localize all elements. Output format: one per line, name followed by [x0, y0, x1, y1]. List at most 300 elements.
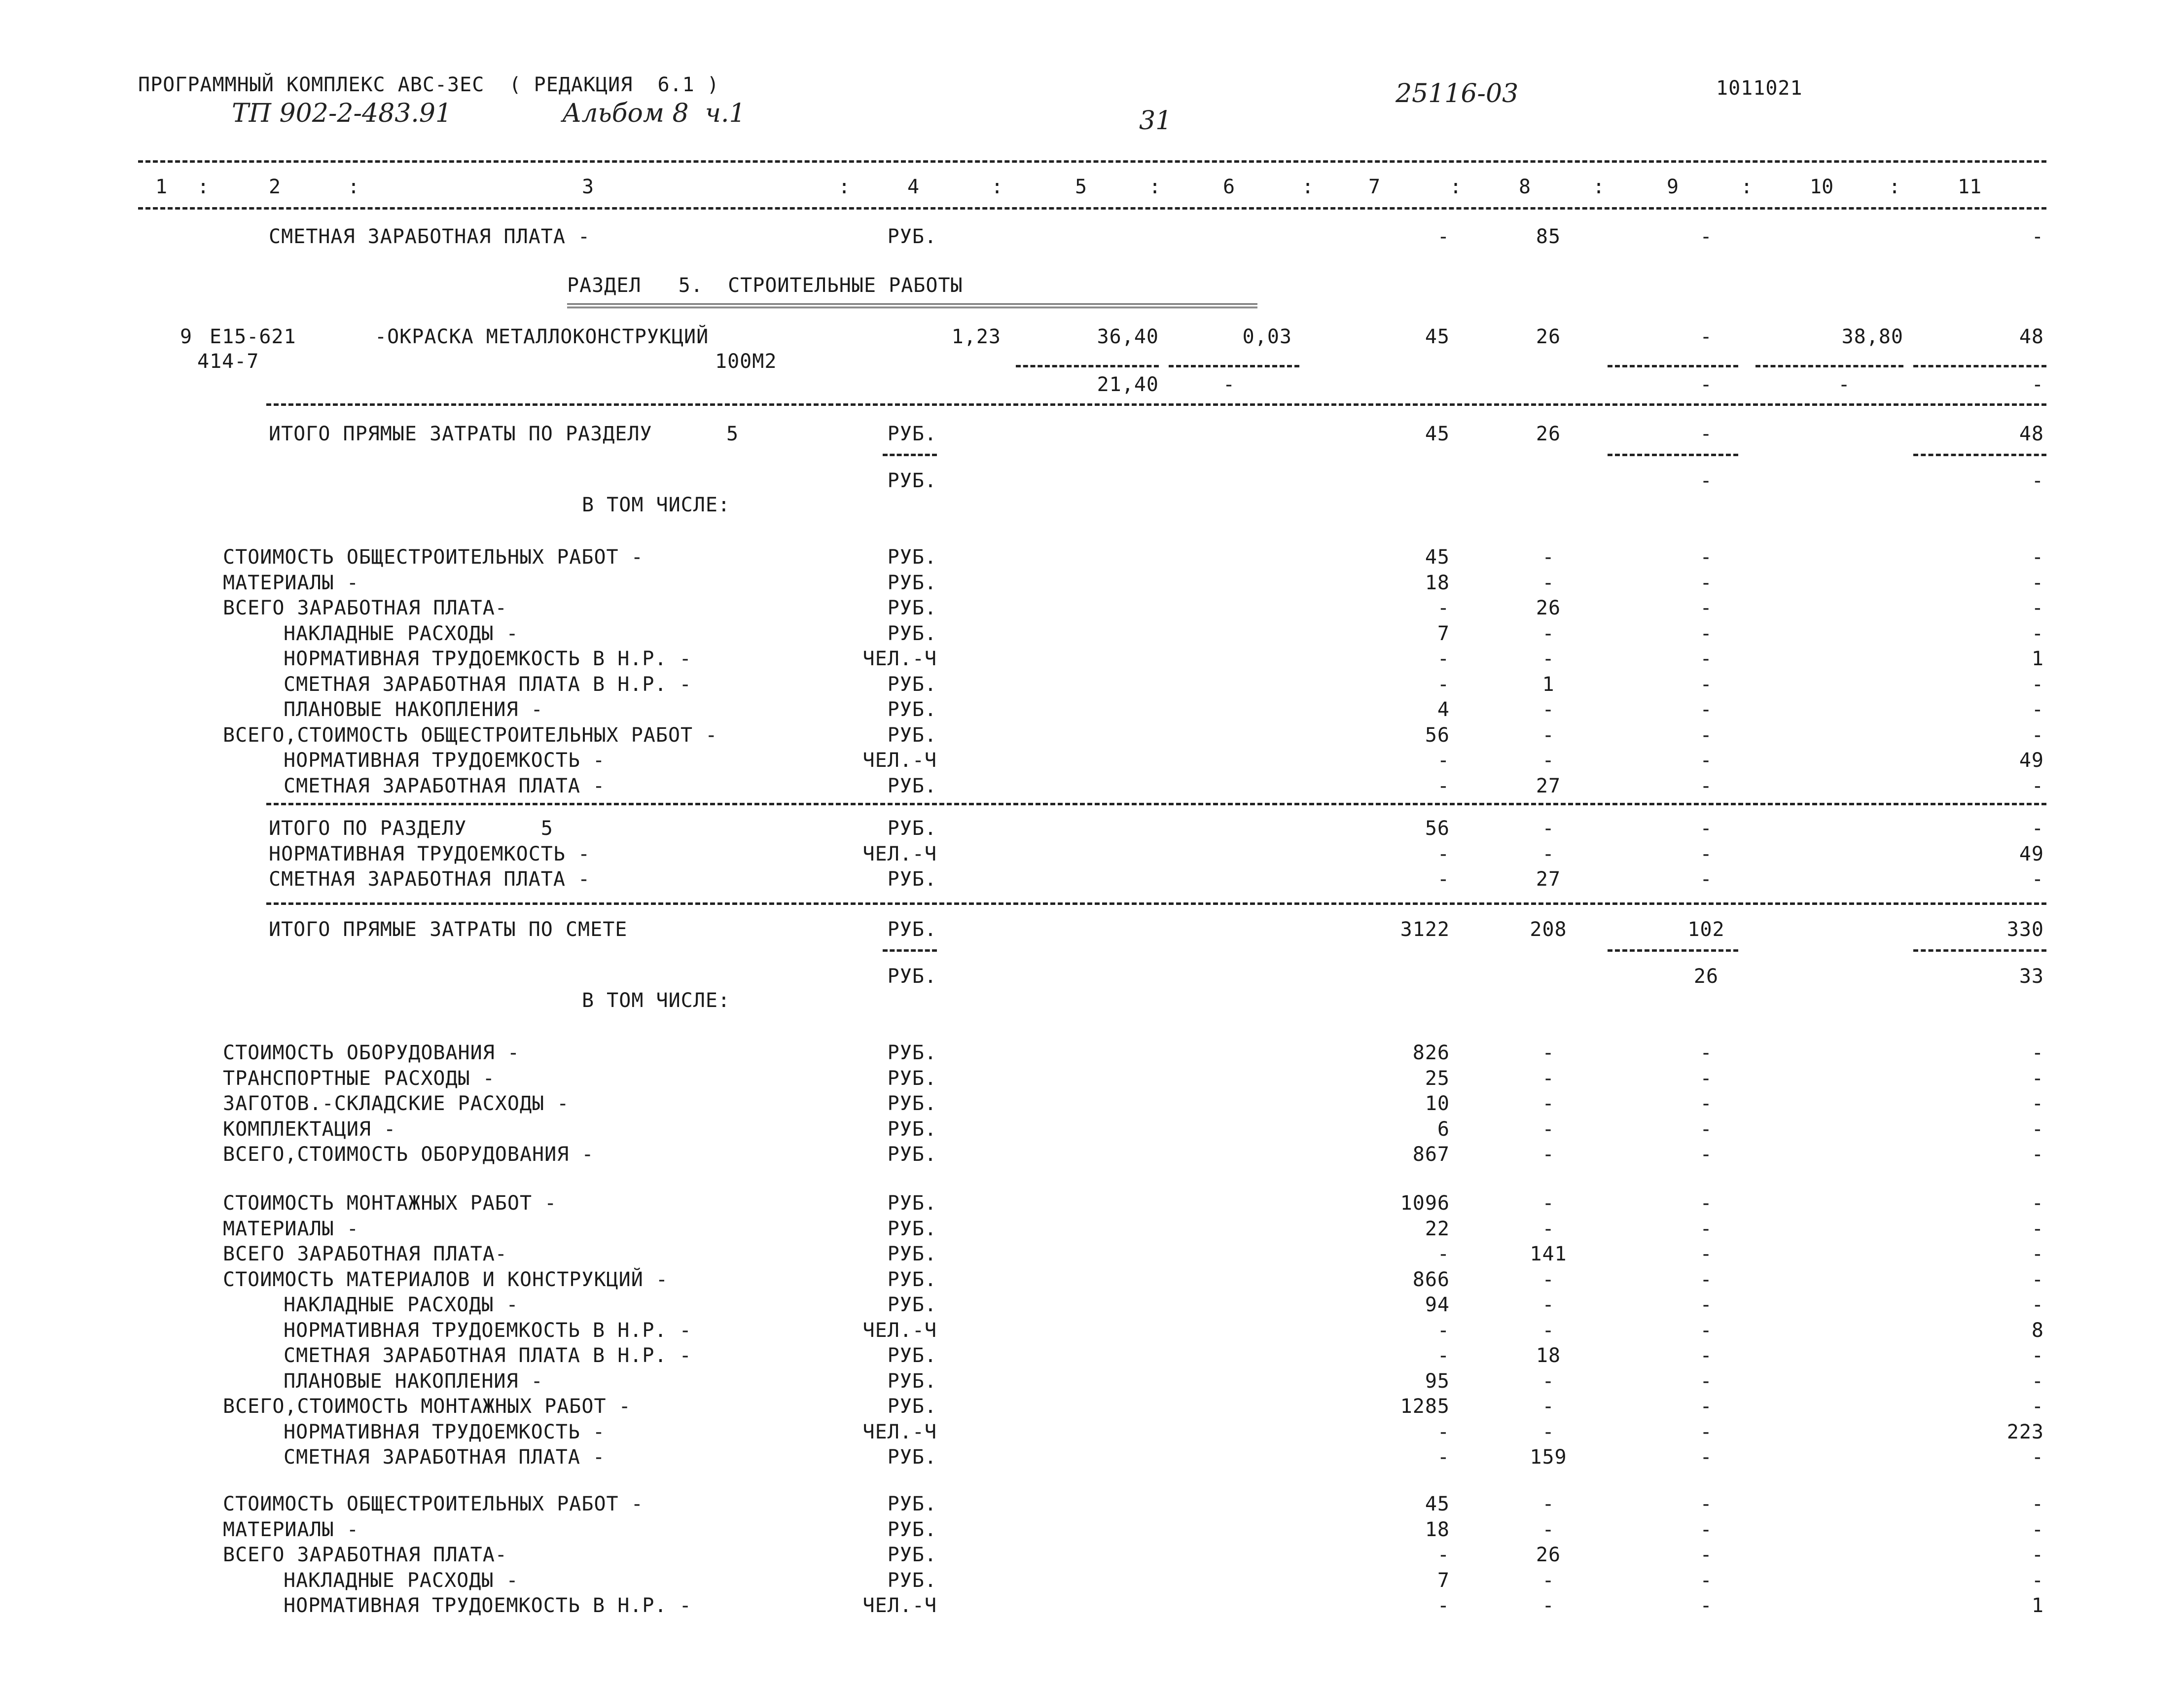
- table-row: [0, 1343, 2184, 1368]
- section-total-col7: 45: [1425, 423, 1450, 445]
- row-col9: -: [1700, 698, 1713, 721]
- divider: [1169, 365, 1299, 367]
- row-col8: 18: [1536, 1344, 1561, 1367]
- row-col7: 56: [1425, 723, 1450, 747]
- row-name: СТОИМОСТЬ ОБЩЕСТРОИТЕЛЬНЫХ РАБОТ -: [223, 1493, 644, 1515]
- table-row: [0, 1091, 2184, 1116]
- row-col9: -: [1700, 842, 1713, 865]
- row-name: ТРАНСПОРТНЫЕ РАСХОДЫ -: [223, 1067, 495, 1090]
- item-col10: 38,80: [1841, 325, 1903, 348]
- row-unit: РУБ.: [887, 225, 937, 248]
- table-row: [0, 571, 2184, 595]
- row-col11: -: [2031, 1042, 2044, 1064]
- table-row: [0, 647, 2184, 671]
- column-numbers: [0, 175, 2184, 200]
- row-col9: -: [1700, 868, 1713, 891]
- row-col8: -: [1542, 1143, 1555, 1166]
- row-col7: -: [1437, 1594, 1450, 1617]
- row-col8: -: [1542, 1594, 1555, 1617]
- row-col8: -: [1542, 1042, 1555, 1064]
- row-col7: 867: [1412, 1143, 1450, 1166]
- row-unit: РУБ.: [887, 1268, 937, 1291]
- row-name: НОРМАТИВНАЯ ТРУДОЕМКОСТЬ -: [284, 749, 606, 772]
- row-col8: 141: [1530, 1243, 1567, 1265]
- row-col11: -: [2031, 1143, 2044, 1166]
- row-col11: 49: [2019, 842, 2044, 865]
- row-col11: -: [2031, 546, 2044, 569]
- column-separator: :: [991, 176, 1003, 198]
- row-col9: -: [1700, 1446, 1713, 1469]
- row-name: ВСЕГО ЗАРАБОТНАЯ ПЛАТА-: [223, 597, 507, 619]
- divider: [138, 160, 2046, 163]
- row-col7: -: [1437, 1344, 1450, 1367]
- row-col11: -: [2031, 1395, 2044, 1418]
- item-col9: -: [1700, 325, 1713, 348]
- row-col8: -: [1542, 1192, 1555, 1215]
- row-unit: РУБ.: [887, 1569, 937, 1592]
- section-total-row: [0, 422, 2184, 446]
- row-col8: -: [1542, 1369, 1555, 1393]
- table-row: [0, 1318, 2184, 1343]
- row-col11: -: [2031, 1192, 2044, 1215]
- row-col8: -: [1542, 1395, 1555, 1418]
- estimate-total-col11: 330: [2006, 918, 2044, 941]
- including-label: В ТОМ ЧИСЛЕ:: [582, 989, 730, 1012]
- row-col7: -: [1437, 749, 1450, 772]
- item-price: 36,40: [1097, 325, 1159, 348]
- divider: [883, 454, 937, 456]
- row-col8: -: [1542, 1493, 1555, 1515]
- row-col7: 6: [1437, 1117, 1450, 1141]
- row-col9: -: [1700, 1217, 1713, 1240]
- row-col9: -: [1700, 225, 1713, 248]
- table-row: [0, 1420, 2184, 1444]
- section-total-col11: 48: [2019, 423, 2044, 445]
- row-col8: -: [1542, 1067, 1555, 1090]
- row-col9: -: [1700, 1042, 1713, 1064]
- item-qty: 1,23: [951, 325, 1001, 348]
- table-row: [0, 774, 2184, 798]
- row-unit: РУБ.: [887, 1042, 937, 1064]
- row-col11: -: [2031, 1092, 2044, 1115]
- row-name: СМЕТНАЯ ЗАРАБОТНАЯ ПЛАТА -: [269, 868, 591, 891]
- table-row: [0, 1242, 2184, 1266]
- item-number: 9: [180, 325, 193, 348]
- column-number: 5: [1075, 176, 1087, 198]
- row-col7: 1285: [1400, 1395, 1450, 1418]
- row-name: НОРМАТИВНАЯ ТРУДОЕМКОСТЬ В Н.Р. -: [284, 1319, 692, 1342]
- row-name: СМЕТНАЯ ЗАРАБОТНАЯ ПЛАТА -: [284, 1446, 606, 1469]
- column-separator: :: [1741, 176, 1753, 198]
- table-row: [0, 867, 2184, 892]
- row-unit: РУБ.: [887, 571, 937, 594]
- row-col8: 26: [1536, 597, 1561, 619]
- table-row: [0, 1267, 2184, 1292]
- column-separator: :: [348, 176, 360, 198]
- row-unit: РУБ.: [887, 1243, 937, 1265]
- section-total-col9: -: [1700, 423, 1713, 445]
- item-code: Е15-621: [210, 325, 296, 348]
- divider: [138, 207, 2046, 210]
- row-col9: -: [1700, 1544, 1713, 1566]
- row-name: НАКЛАДНЫЕ РАСХОДЫ -: [284, 1569, 519, 1592]
- column-separator: :: [1889, 176, 1901, 198]
- estimate-total-col9-sub: 26: [1693, 965, 1719, 988]
- row-unit: РУБ.: [887, 1544, 937, 1566]
- row-name: СМЕТНАЯ ЗАРАБОТНАЯ ПЛАТА -: [269, 225, 591, 248]
- row-col7: 1096: [1400, 1192, 1450, 1215]
- row-col11: -: [2031, 622, 2044, 645]
- row-name: МАТЕРИАЛЫ -: [223, 1217, 359, 1240]
- row-col9: -: [1700, 1594, 1713, 1617]
- row-col7: -: [1437, 647, 1450, 670]
- row-col8: 27: [1536, 774, 1561, 797]
- row-col11: -: [2031, 673, 2044, 696]
- row-col9: -: [1700, 1294, 1713, 1316]
- table-row: [0, 1369, 2184, 1394]
- table-row: [0, 1593, 2184, 1618]
- row-name: СМЕТНАЯ ЗАРАБОТНАЯ ПЛАТА -: [284, 774, 606, 797]
- row-unit: ЧЕЛ.-Ч: [862, 1594, 937, 1617]
- row-col9: -: [1700, 723, 1713, 747]
- row-unit: РУБ.: [887, 597, 937, 619]
- row-col8: -: [1542, 1319, 1555, 1342]
- row-col7: -: [1437, 842, 1450, 865]
- top-row: [0, 224, 2184, 249]
- table-row: [0, 748, 2184, 773]
- divider: [1016, 365, 1159, 367]
- divider: [266, 902, 2046, 905]
- row-unit: РУБ.: [887, 1446, 937, 1469]
- album-label: Альбом 8 ч.1: [562, 99, 746, 128]
- row-col8: -: [1542, 1268, 1555, 1291]
- row-col8: -: [1542, 749, 1555, 772]
- row-col7: -: [1437, 1243, 1450, 1265]
- table-row: [0, 723, 2184, 748]
- table-row: [0, 1217, 2184, 1241]
- row-col7: 22: [1425, 1217, 1450, 1240]
- row-col11: -: [2031, 1217, 2044, 1240]
- doc-code: 25116-03: [1396, 79, 1519, 108]
- row-col8: -: [1542, 1518, 1555, 1541]
- row-unit: РУБ.: [887, 1395, 937, 1418]
- section-total-name: ИТОГО ПРЯМЫЕ ЗАТРАТЫ ПО РАЗДЕЛУ 5: [269, 423, 739, 445]
- row-col7: -: [1437, 774, 1450, 797]
- row-col7: 45: [1425, 546, 1450, 569]
- row-col11: 8: [2031, 1319, 2044, 1342]
- estimate-total-col11-sub: 33: [2019, 965, 2044, 988]
- row-name: НОРМАТИВНАЯ ТРУДОЕМКОСТЬ В Н.Р. -: [284, 1594, 692, 1617]
- row-col9: -: [1700, 1493, 1713, 1515]
- item-code-2: 414-7: [197, 350, 259, 373]
- row-unit: ЧЕЛ.-Ч: [862, 647, 937, 670]
- row-col11: -: [2031, 1294, 2044, 1316]
- divider: [266, 803, 2046, 805]
- row-col9: -: [1700, 1268, 1713, 1291]
- section-total-unit: РУБ.: [887, 423, 937, 445]
- row-unit: РУБ.: [887, 1344, 937, 1367]
- row-col8: -: [1542, 622, 1555, 645]
- section-total-col9-sub: -: [1700, 469, 1713, 492]
- row-unit: РУБ.: [887, 723, 937, 747]
- column-number: 8: [1519, 176, 1531, 198]
- section-total-row-2: [0, 468, 2184, 493]
- column-separator: :: [197, 176, 210, 198]
- estimate-total-row-2: [0, 964, 2184, 989]
- table-row: [0, 1568, 2184, 1593]
- column-number: 11: [1958, 176, 1982, 198]
- row-col8: 1: [1542, 673, 1555, 696]
- row-name: МАТЕРИАЛЫ -: [223, 571, 359, 594]
- column-separator: :: [838, 176, 851, 198]
- row-unit: РУБ.: [887, 868, 937, 891]
- table-row: [0, 1492, 2184, 1516]
- item-price-sub: 21,40: [1097, 373, 1159, 396]
- row-col9: -: [1700, 1243, 1713, 1265]
- row-col11: -: [2031, 1268, 2044, 1291]
- row-col11: 49: [2019, 749, 2044, 772]
- divider: [1608, 365, 1738, 367]
- row-col7: 826: [1412, 1042, 1450, 1064]
- row-col11: -: [2031, 774, 2044, 797]
- row-col8: -: [1542, 698, 1555, 721]
- row-col9: -: [1700, 1395, 1713, 1418]
- item-col10-sub: -: [1838, 373, 1851, 396]
- section-total-col8: 26: [1536, 423, 1561, 445]
- row-col11: -: [2031, 597, 2044, 619]
- column-separator: :: [1593, 176, 1605, 198]
- program-line: ПРОГРАММНЫЙ КОМПЛЕКС АВС-3ЕС ( РЕДАКЦИЯ 6.1 ): [138, 73, 719, 96]
- table-row: [0, 816, 2184, 841]
- section-title: РАЗДЕЛ 5. СТРОИТЕЛЬНЫЕ РАБОТЫ: [567, 274, 963, 297]
- row-col11: -: [2031, 1067, 2044, 1090]
- row-unit: РУБ.: [887, 1092, 937, 1115]
- row-name: ВСЕГО,СТОИМОСТЬ ОБЩЕСТРОИТЕЛЬНЫХ РАБОТ -: [223, 723, 718, 747]
- divider: [1913, 949, 2046, 952]
- row-col7: 866: [1412, 1268, 1450, 1291]
- row-name: ЗАГОТОВ.-СКЛАДСКИЕ РАСХОДЫ -: [223, 1092, 570, 1115]
- row-col9: -: [1700, 1569, 1713, 1592]
- row-col8: -: [1542, 1294, 1555, 1316]
- row-col9: -: [1700, 1420, 1713, 1443]
- row-col9: -: [1700, 673, 1713, 696]
- row-unit: РУБ.: [887, 1493, 937, 1515]
- row-col9: -: [1700, 1117, 1713, 1141]
- row-name: СТОИМОСТЬ ОБОРУДОВАНИЯ -: [223, 1042, 520, 1064]
- table-row: [0, 596, 2184, 620]
- row-col7: 25: [1425, 1067, 1450, 1090]
- divider: [1608, 949, 1738, 952]
- row-col9: -: [1700, 571, 1713, 594]
- row-col8: -: [1542, 1092, 1555, 1115]
- row-col11: -: [2031, 1493, 2044, 1515]
- row-col7: 7: [1437, 622, 1450, 645]
- including-label: В ТОМ ЧИСЛЕ:: [582, 494, 730, 516]
- row-unit: ЧЕЛ.-Ч: [862, 1420, 937, 1443]
- row-col7: 7: [1437, 1569, 1450, 1592]
- column-number: 2: [269, 176, 281, 198]
- row-name: ИТОГО ПО РАЗДЕЛУ 5: [269, 817, 553, 840]
- row-col7: 4: [1437, 698, 1450, 721]
- row-col11: -: [2031, 817, 2044, 840]
- row-col7: 95: [1425, 1369, 1450, 1393]
- row-unit: РУБ.: [887, 673, 937, 696]
- item-col11: 48: [2019, 325, 2044, 348]
- row-name: СМЕТНАЯ ЗАРАБОТНАЯ ПЛАТА В Н.Р. -: [284, 1344, 692, 1367]
- row-col7: -: [1437, 1544, 1450, 1566]
- row-name: НАКЛАДНЫЕ РАСХОДЫ -: [284, 622, 519, 645]
- item-row-2: [0, 349, 2184, 374]
- row-col8: 27: [1536, 868, 1561, 891]
- row-col7: -: [1437, 1446, 1450, 1469]
- row-col9: -: [1700, 1344, 1713, 1367]
- row-col9: -: [1700, 749, 1713, 772]
- table-row: [0, 842, 2184, 866]
- section-total-unit-2: РУБ.: [887, 469, 937, 492]
- divider: [1913, 365, 2046, 367]
- column-number: 9: [1667, 176, 1679, 198]
- column-number: 6: [1223, 176, 1235, 198]
- row-col8: -: [1542, 1217, 1555, 1240]
- column-separator: :: [1149, 176, 1161, 198]
- row-col11: 1: [2031, 1594, 2044, 1617]
- row-name: ПЛАНОВЫЕ НАКОПЛЕНИЯ -: [284, 1369, 543, 1393]
- row-col7: 45: [1425, 1493, 1450, 1515]
- item-col8: 26: [1536, 325, 1561, 348]
- row-name: ВСЕГО,СТОИМОСТЬ МОНТАЖНЫХ РАБОТ -: [223, 1395, 631, 1418]
- row-col7: 18: [1425, 571, 1450, 594]
- row-col11: 1: [2031, 647, 2044, 670]
- row-col8: -: [1542, 842, 1555, 865]
- row-unit: РУБ.: [887, 1369, 937, 1393]
- table-row: [0, 545, 2184, 570]
- row-name: СМЕТНАЯ ЗАРАБОТНАЯ ПЛАТА В Н.Р. -: [284, 673, 692, 696]
- item-col11-sub: -: [2031, 373, 2044, 396]
- row-unit: РУБ.: [887, 1117, 937, 1141]
- row-col9: -: [1700, 774, 1713, 797]
- row-name: МАТЕРИАЛЫ -: [223, 1518, 359, 1541]
- divider: [1913, 454, 2046, 456]
- row-col11: -: [2031, 1344, 2044, 1367]
- row-col11: -: [2031, 868, 2044, 891]
- row-col9: -: [1700, 1143, 1713, 1166]
- page-number: 31: [1139, 106, 1172, 136]
- table-row: [0, 1517, 2184, 1542]
- table-row: [0, 672, 2184, 697]
- estimate-total-col8: 208: [1530, 918, 1567, 941]
- row-col11: -: [2031, 1117, 2044, 1141]
- table-row: [0, 1394, 2184, 1419]
- table-row: [0, 1117, 2184, 1142]
- item-col9-sub: -: [1700, 373, 1713, 396]
- divider: [883, 949, 937, 952]
- estimate-total-name: ИТОГО ПРЯМЫЕ ЗАТРАТЫ ПО СМЕТЕ: [269, 918, 628, 941]
- table-row: [0, 1293, 2184, 1317]
- row-col11: -: [2031, 1544, 2044, 1566]
- item-unit: 100М2: [715, 350, 777, 373]
- row-unit: РУБ.: [887, 1143, 937, 1166]
- row-col11: -: [2031, 1569, 2044, 1592]
- section-underline: [567, 303, 1257, 308]
- divider: [1755, 365, 1903, 367]
- row-col11: -: [2031, 698, 2044, 721]
- row-col9: -: [1700, 1319, 1713, 1342]
- row-col7: -: [1437, 868, 1450, 891]
- row-col9: -: [1700, 1369, 1713, 1393]
- table-row: [0, 1445, 2184, 1470]
- item-row-3: [0, 372, 2184, 397]
- column-number: 10: [1810, 176, 1834, 198]
- column-number: 3: [582, 176, 594, 198]
- row-col9: -: [1700, 1092, 1713, 1115]
- table-row: [0, 1066, 2184, 1091]
- divider: [266, 403, 2046, 406]
- column-number: 7: [1368, 176, 1381, 198]
- row-unit: РУБ.: [887, 1294, 937, 1316]
- column-number: 1: [155, 176, 168, 198]
- item-col7: 45: [1425, 325, 1450, 348]
- table-row: [0, 1142, 2184, 1167]
- row-unit: ЧЕЛ.-Ч: [862, 842, 937, 865]
- row-unit: РУБ.: [887, 1192, 937, 1215]
- row-name: ПЛАНОВЫЕ НАКОПЛЕНИЯ -: [284, 698, 543, 721]
- row-col7: 18: [1425, 1518, 1450, 1541]
- row-col8: -: [1542, 647, 1555, 670]
- row-col8: -: [1542, 1117, 1555, 1141]
- row-name: ВСЕГО ЗАРАБОТНАЯ ПЛАТА-: [223, 1544, 507, 1566]
- row-col11: -: [2031, 1446, 2044, 1469]
- row-unit: РУБ.: [887, 1067, 937, 1090]
- column-separator: :: [1302, 176, 1314, 198]
- column-number: 4: [907, 176, 920, 198]
- table-row: [0, 697, 2184, 722]
- row-col8: 85: [1536, 225, 1561, 248]
- row-col9: -: [1700, 817, 1713, 840]
- row-col7: 94: [1425, 1294, 1450, 1316]
- estimate-total-unit-2: РУБ.: [887, 965, 937, 988]
- row-name: НОРМАТИВНАЯ ТРУДОЕМКОСТЬ -: [284, 1420, 606, 1443]
- row-col11: -: [2031, 1518, 2044, 1541]
- column-separator: :: [1450, 176, 1462, 198]
- row-name: СТОИМОСТЬ МОНТАЖНЫХ РАБОТ -: [223, 1192, 557, 1215]
- row-name: КОМПЛЕКТАЦИЯ -: [223, 1117, 396, 1141]
- row-col9: -: [1700, 1192, 1713, 1215]
- item-row: [0, 324, 2184, 349]
- row-col11: -: [2031, 723, 2044, 747]
- item-col6-sub: -: [1223, 373, 1236, 396]
- row-col11: -: [2031, 1369, 2044, 1393]
- row-name: НОРМАТИВНАЯ ТРУДОЕМКОСТЬ В Н.Р. -: [284, 647, 692, 670]
- row-name: НАКЛАДНЫЕ РАСХОДЫ -: [284, 1294, 519, 1316]
- table-row: [0, 1543, 2184, 1567]
- row-col8: -: [1542, 571, 1555, 594]
- row-unit: РУБ.: [887, 817, 937, 840]
- row-col7: 56: [1425, 817, 1450, 840]
- row-col8: -: [1542, 546, 1555, 569]
- row-name: ВСЕГО,СТОИМОСТЬ ОБОРУДОВАНИЯ -: [223, 1143, 594, 1166]
- row-unit: РУБ.: [887, 546, 937, 569]
- project-code: ТП 902-2-483.91: [232, 99, 452, 128]
- table-row: [0, 621, 2184, 646]
- item-name: -ОКРАСКА МЕТАЛЛОКОНСТРУКЦИЙ: [375, 325, 709, 348]
- item-col6: 0,03: [1242, 325, 1292, 348]
- estimate-total-col7: 3122: [1400, 918, 1450, 941]
- row-unit: РУБ.: [887, 1217, 937, 1240]
- row-col8: -: [1542, 1569, 1555, 1592]
- row-col7: -: [1437, 673, 1450, 696]
- row-name: СТОИМОСТЬ МАТЕРИАЛОВ И КОНСТРУКЦИЙ -: [223, 1268, 668, 1291]
- section-total-col11-sub: -: [2031, 469, 2044, 492]
